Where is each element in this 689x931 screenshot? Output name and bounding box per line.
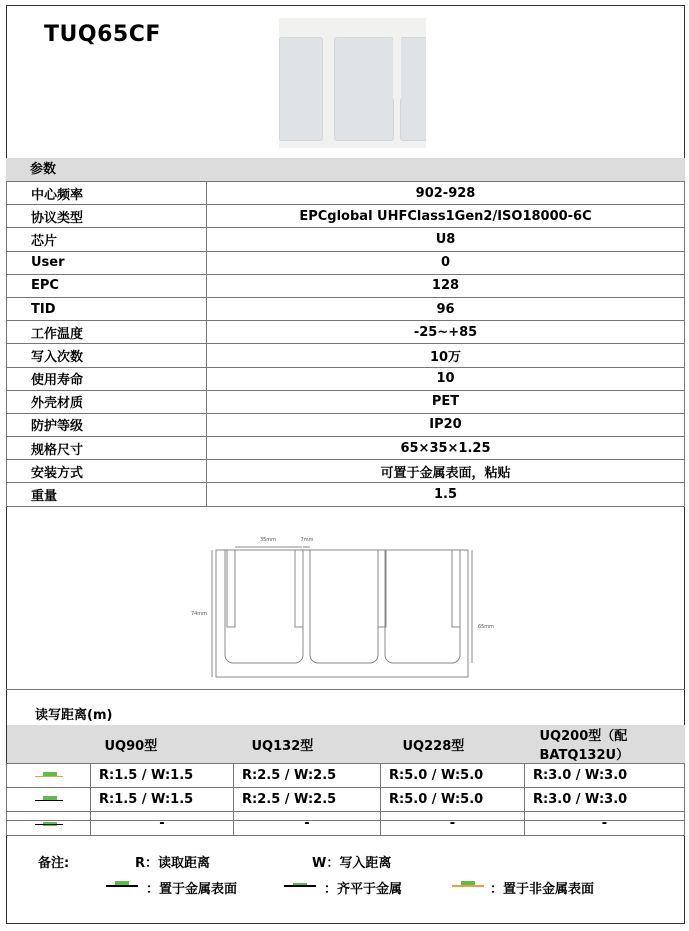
param-row: [7, 182, 685, 205]
row-legend-cell: [7, 764, 91, 788]
param-key: 外壳材质: [7, 390, 207, 413]
row-legend-cell: [7, 812, 91, 836]
legend-flush-metal-icon: [284, 880, 316, 890]
product-photo: [279, 18, 426, 148]
param-value: 128: [207, 274, 685, 297]
slot-4: [452, 550, 460, 627]
param-value: 10: [207, 367, 685, 390]
legend-non-metal-icon: [452, 880, 484, 890]
read-write-header-row: [7, 725, 685, 764]
slot-2: [295, 550, 303, 627]
tag-outline: [216, 550, 468, 677]
range-cell: -: [91, 812, 234, 836]
notes-section: [6, 820, 685, 821]
param-value: 0: [207, 251, 685, 274]
param-row: [7, 460, 685, 483]
param-row: [7, 297, 685, 320]
param-value: -25~+85: [207, 321, 685, 344]
param-row: [7, 413, 685, 436]
dim-label-gap: 7mm: [300, 537, 314, 543]
notes-read: R：读取距离: [135, 856, 211, 871]
param-key: 安装方式: [7, 460, 207, 483]
dim-label-left: 74mm: [190, 611, 208, 617]
col-uq228: UQ228型: [381, 725, 525, 764]
dim-label-right: 65mm: [477, 624, 495, 630]
notes-label: 备注:: [38, 856, 70, 871]
notes-flush-metal: ：齐平于金属: [324, 882, 403, 897]
col-uq132: UQ132型: [234, 725, 381, 764]
param-value: IP20: [207, 413, 685, 436]
param-value: 65×35×1.25: [207, 437, 685, 460]
range-cell: R:5.0 / W:5.0: [381, 788, 525, 812]
param-row: [7, 274, 685, 297]
param-value: PET: [207, 390, 685, 413]
param-value: 10万: [207, 344, 685, 367]
range-cell: R:5.0 / W:5.0: [381, 764, 525, 788]
param-key: TID: [7, 297, 207, 320]
param-row: [7, 483, 685, 506]
param-key: 写入次数: [7, 344, 207, 367]
read-write-title: 读写距离(m): [35, 708, 113, 723]
row-legend-cell: [7, 788, 91, 812]
notes-non-metal: ：置于非金属表面: [490, 882, 595, 897]
product-title: TUQ65CF: [44, 22, 161, 47]
param-row: [7, 228, 685, 251]
range-cell: R:2.5 / W:2.5: [234, 788, 381, 812]
card-left: [225, 550, 303, 663]
range-cell: R:1.5 / W:1.5: [91, 764, 234, 788]
legend-on-metal-icon: [35, 795, 63, 805]
notes-on-metal: ：置于金属表面: [146, 882, 238, 897]
dimension-diagram: [6, 521, 685, 690]
param-key: 芯片: [7, 228, 207, 251]
param-row: [7, 205, 685, 228]
range-cell: -: [381, 812, 525, 836]
legend-non-metal-icon: [35, 771, 63, 781]
param-row: [7, 367, 685, 390]
param-key: 使用寿命: [7, 367, 207, 390]
param-key: User: [7, 251, 207, 274]
range-cell: R:1.5 / W:1.5: [91, 788, 234, 812]
param-value: EPCglobal UHFClass1Gen2/ISO18000-6C: [207, 205, 685, 228]
param-key: 规格尺寸: [7, 437, 207, 460]
param-row: [7, 437, 685, 460]
read-write-row: [7, 812, 685, 836]
param-value: 可置于金属表面，粘贴: [207, 460, 685, 483]
col-uq90: UQ90型: [91, 725, 234, 764]
param-key: 中心频率: [7, 182, 207, 205]
param-key: 工作温度: [7, 321, 207, 344]
param-value: 902-928: [207, 182, 685, 205]
notes-write: W：写入距离: [312, 856, 392, 871]
param-row: [7, 390, 685, 413]
param-key: 防护等级: [7, 413, 207, 436]
param-key: 重量: [7, 483, 207, 506]
param-row: [7, 251, 685, 274]
param-key: 协议类型: [7, 205, 207, 228]
range-cell: -: [525, 812, 685, 836]
params-heading: 参数: [6, 158, 685, 181]
param-row: [7, 321, 685, 344]
legend-on-metal-icon: [106, 880, 138, 890]
param-key: EPC: [7, 274, 207, 297]
range-cell: R:3.0 / W:3.0: [525, 788, 685, 812]
range-cell: R:2.5 / W:2.5: [234, 764, 381, 788]
param-value: 1.5: [207, 483, 685, 506]
param-value: U8: [207, 228, 685, 251]
param-value: 96: [207, 297, 685, 320]
range-cell: -: [234, 812, 381, 836]
range-cell: R:3.0 / W:3.0: [525, 764, 685, 788]
slot-1: [227, 550, 235, 627]
card-right: [385, 550, 460, 663]
read-write-row: [7, 788, 685, 812]
dim-label-width: 35mm: [259, 537, 277, 543]
col-uq200: UQ200型（配BATQ132U）: [525, 725, 685, 764]
card-middle: [310, 550, 378, 663]
read-write-row: [7, 764, 685, 788]
param-row: [7, 344, 685, 367]
dimension-drawing: [6, 521, 685, 689]
params-table: [6, 181, 685, 507]
